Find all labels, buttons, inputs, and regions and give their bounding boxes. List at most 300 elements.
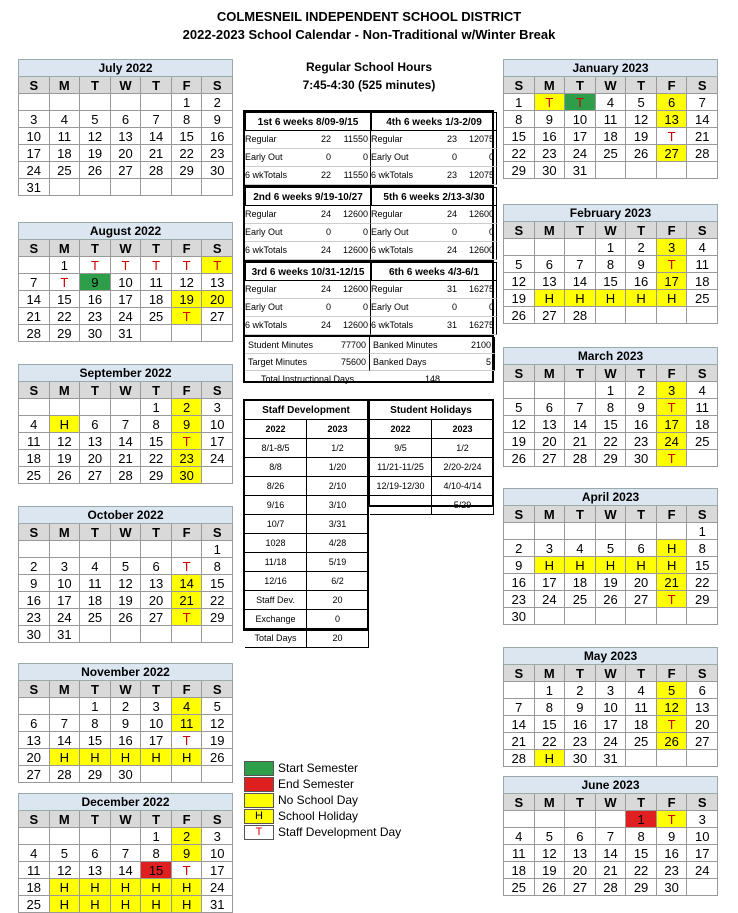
weekday-header: S	[687, 365, 718, 382]
day-cell: 28	[687, 145, 718, 162]
day-cell: 13	[202, 274, 233, 291]
empty-cell	[172, 541, 203, 558]
day-cell: 8	[172, 111, 203, 128]
day-cell: 17	[141, 732, 172, 749]
day-cell: 1	[141, 828, 172, 845]
day-cell: H	[535, 750, 566, 767]
day-cell: 30	[657, 879, 688, 896]
day-cell: 28	[504, 750, 535, 767]
empty-cell	[626, 750, 657, 767]
weekday-header: S	[19, 524, 50, 541]
empty-cell	[202, 325, 233, 342]
weekday-header: M	[535, 506, 566, 523]
empty-cell	[596, 608, 627, 625]
day-cell: 6	[141, 558, 172, 575]
day-cell: H	[596, 557, 627, 574]
day-cell: 19	[626, 128, 657, 145]
day-cell: H	[111, 896, 142, 913]
six-weeks-row: 6 wkTotals 22 11550	[245, 167, 371, 185]
hours-subtitle: 7:45-4:30 (525 minutes)	[302, 78, 436, 92]
staff-dev-grid: 2022 2023 8/1-8/5 1/2 8/8 1/20 8/26 2/10 9/16 3/10 10/7 3/31 1028 4/28 11/18 5/19 12/16 6/2 Staff Dev. 20 Exchange 0 Total Days 20	[245, 420, 367, 648]
day-cell: 11	[141, 274, 172, 291]
day-cell: 26	[111, 609, 142, 626]
empty-cell	[535, 382, 566, 399]
empty-cell	[202, 626, 233, 643]
legend-item	[244, 760, 401, 776]
month-february-2023	[503, 204, 718, 324]
day-cell: 28	[141, 162, 172, 179]
day-cell: 6	[657, 94, 688, 111]
day-cell: 27	[626, 591, 657, 608]
day-cell: 23	[202, 145, 233, 162]
day-cell: 13	[80, 862, 111, 879]
day-cell: 30	[172, 467, 203, 484]
empty-cell	[626, 608, 657, 625]
day-cell: 8	[504, 111, 535, 128]
day-cell: 15	[172, 128, 203, 145]
day-cell: 13	[80, 433, 111, 450]
staff-dev-title: Staff Development	[245, 401, 367, 420]
day-cell: 7	[565, 399, 596, 416]
weekday-header: M	[50, 524, 81, 541]
day-cell: 1	[535, 682, 566, 699]
day-cell: 25	[80, 609, 111, 626]
day-cell: 27	[141, 609, 172, 626]
empty-cell	[202, 766, 233, 783]
empty-cell	[504, 811, 535, 828]
day-cell: 6	[19, 715, 50, 732]
day-cell: 7	[141, 111, 172, 128]
day-cell: 25	[626, 733, 657, 750]
empty-cell	[504, 523, 535, 540]
weekday-header: F	[657, 365, 688, 382]
day-cell: 22	[504, 145, 535, 162]
day-cell: 7	[111, 845, 142, 862]
day-cell: 23	[626, 433, 657, 450]
day-cell: 3	[535, 540, 566, 557]
day-cell: 7	[111, 416, 142, 433]
day-cell: 27	[80, 467, 111, 484]
empty-cell	[172, 179, 203, 196]
legend-swatch	[244, 777, 274, 792]
day-cell: 2	[172, 828, 203, 845]
day-cell: 28	[565, 450, 596, 467]
day-cell: 26	[626, 145, 657, 162]
day-cell: 31	[50, 626, 81, 643]
empty-cell	[172, 325, 203, 342]
day-cell: 25	[687, 433, 718, 450]
day-cell: 9	[504, 557, 535, 574]
day-cell: 11	[687, 256, 718, 273]
day-cell: 11	[596, 111, 627, 128]
day-cell: 28	[111, 467, 142, 484]
day-cell: 17	[111, 291, 142, 308]
empty-cell	[535, 608, 566, 625]
day-cell: 30	[535, 162, 566, 179]
weekday-header: T	[80, 77, 111, 94]
day-cell: T	[657, 811, 688, 828]
six-weeks-block	[245, 262, 371, 335]
day-cell: 6	[626, 540, 657, 557]
day-cell: 15	[596, 273, 627, 290]
empty-cell	[657, 750, 688, 767]
day-cell: 21	[565, 433, 596, 450]
weekday-header: S	[687, 665, 718, 682]
day-cell: 25	[19, 467, 50, 484]
weekday-header: W	[596, 506, 627, 523]
day-cell: T	[172, 862, 203, 879]
day-cell: 12	[535, 845, 566, 862]
month-may-2023	[503, 647, 718, 767]
day-cell: 12	[626, 111, 657, 128]
month-title: May 2023	[503, 647, 718, 665]
day-cell: 9	[626, 256, 657, 273]
day-cell: 29	[80, 766, 111, 783]
day-cell: 24	[111, 308, 142, 325]
day-cell: 17	[565, 128, 596, 145]
six-weeks-title: 4th 6 weeks 1/3-2/09	[371, 112, 497, 131]
day-cell: 4	[19, 845, 50, 862]
day-cell: 10	[19, 128, 50, 145]
day-cell: 11	[172, 715, 203, 732]
day-cell: 2	[504, 540, 535, 557]
day-cell: 24	[657, 433, 688, 450]
day-cell: 23	[172, 450, 203, 467]
six-weeks-row: Early Out 0 0	[245, 224, 371, 242]
day-cell: 25	[504, 879, 535, 896]
weekday-header: M	[50, 811, 81, 828]
weekday-header: S	[504, 365, 535, 382]
day-cell: 25	[687, 290, 718, 307]
day-cell: 18	[50, 145, 81, 162]
legend-swatch	[244, 793, 274, 808]
weekday-header: T	[141, 77, 172, 94]
day-cell: 1	[596, 382, 627, 399]
day-cell: 7	[504, 699, 535, 716]
day-cell: H	[565, 557, 596, 574]
empty-cell	[111, 179, 142, 196]
day-cell: T	[172, 308, 203, 325]
hours-title: Regular School Hours	[305, 60, 433, 74]
day-cell: 5	[50, 845, 81, 862]
six-weeks-row: Early Out 0 0	[371, 224, 497, 242]
weekday-header: T	[626, 506, 657, 523]
empty-cell	[504, 239, 535, 256]
day-cell: T	[80, 257, 111, 274]
day-cell: 20	[141, 592, 172, 609]
day-cell: T	[657, 716, 688, 733]
empty-cell	[626, 307, 657, 324]
day-cell: 18	[596, 128, 627, 145]
day-cell: H	[141, 896, 172, 913]
day-cell: 29	[504, 162, 535, 179]
day-cell: T	[50, 274, 81, 291]
day-cell: 17	[596, 716, 627, 733]
weekday-header: S	[504, 506, 535, 523]
day-cell: 12	[504, 273, 535, 290]
day-cell: 27	[19, 766, 50, 783]
empty-cell	[19, 828, 50, 845]
day-cell: 22	[626, 862, 657, 879]
day-cell: H	[111, 749, 142, 766]
day-cell: 24	[687, 862, 718, 879]
district-title: COLMESNEIL INDEPENDENT SCHOOL DISTRICT	[216, 9, 522, 24]
day-cell: 21	[172, 592, 203, 609]
six-weeks-row: 6 wkTotals 24 12600	[245, 317, 371, 335]
empty-cell	[111, 94, 142, 111]
day-cell: H	[596, 290, 627, 307]
weekday-header: S	[19, 240, 50, 257]
day-cell: 4	[172, 698, 203, 715]
day-cell: 29	[202, 609, 233, 626]
six-weeks-title: 3rd 6 weeks 10/31-12/15	[245, 262, 371, 281]
day-cell: 17	[657, 273, 688, 290]
empty-cell	[80, 399, 111, 416]
empty-cell	[111, 541, 142, 558]
staff-development-table	[243, 399, 369, 643]
day-cell: 28	[19, 325, 50, 342]
day-cell: H	[80, 896, 111, 913]
day-cell: 6	[535, 256, 566, 273]
empty-cell	[19, 399, 50, 416]
weekday-header: S	[19, 382, 50, 399]
weekday-header: S	[19, 681, 50, 698]
weekday-header: W	[596, 222, 627, 239]
day-cell: T	[657, 256, 688, 273]
day-cell: 26	[657, 733, 688, 750]
weekday-header: S	[504, 665, 535, 682]
day-cell: 18	[626, 716, 657, 733]
month-january-2023	[503, 59, 718, 179]
weekday-header: S	[504, 794, 535, 811]
weekday-header: T	[626, 365, 657, 382]
day-cell: 20	[535, 433, 566, 450]
month-title: November 2022	[18, 663, 233, 681]
day-cell: 17	[687, 845, 718, 862]
day-cell: H	[626, 290, 657, 307]
day-cell: 5	[111, 558, 142, 575]
weekday-header: T	[80, 240, 111, 257]
weekday-header: S	[202, 681, 233, 698]
day-cell: 16	[19, 592, 50, 609]
day-cell: 16	[626, 416, 657, 433]
day-cell: 8	[596, 399, 627, 416]
six-weeks-title: 6th 6 weeks 4/3-6/1	[371, 262, 497, 281]
weekday-header: M	[535, 77, 566, 94]
day-cell: H	[657, 290, 688, 307]
day-cell: 12	[657, 699, 688, 716]
day-cell: 22	[141, 450, 172, 467]
day-cell: 14	[19, 291, 50, 308]
day-cell: 4	[19, 416, 50, 433]
weekday-header: T	[80, 524, 111, 541]
day-cell: 10	[202, 845, 233, 862]
empty-cell	[50, 179, 81, 196]
day-cell: 25	[50, 162, 81, 179]
day-cell: H	[172, 749, 203, 766]
day-cell: 27	[535, 450, 566, 467]
day-cell: 15	[535, 716, 566, 733]
empty-cell	[141, 541, 172, 558]
empty-cell	[80, 541, 111, 558]
month-title: October 2022	[18, 506, 233, 524]
six-weeks-row: 6 wkTotals 24 12600	[245, 242, 371, 260]
empty-cell	[172, 766, 203, 783]
day-cell: 3	[657, 382, 688, 399]
day-cell: 23	[535, 145, 566, 162]
day-cell: 21	[19, 308, 50, 325]
day-cell: 17	[19, 145, 50, 162]
day-cell: 18	[687, 416, 718, 433]
day-cell: 22	[596, 433, 627, 450]
day-cell: 8	[535, 699, 566, 716]
day-cell: H	[172, 879, 203, 896]
six-weeks-row: Regular 22 11550	[245, 131, 371, 149]
day-cell: 10	[111, 274, 142, 291]
empty-cell	[687, 750, 718, 767]
day-cell: 10	[596, 699, 627, 716]
six-weeks-row: Regular 24 12600	[371, 206, 497, 224]
day-cell: 8	[141, 845, 172, 862]
day-cell: 15	[687, 557, 718, 574]
day-cell: 5	[535, 828, 566, 845]
day-cell: 18	[141, 291, 172, 308]
day-cell: 5	[657, 682, 688, 699]
day-cell: H	[50, 879, 81, 896]
day-cell: 18	[80, 592, 111, 609]
day-cell: 31	[202, 896, 233, 913]
weekday-header: S	[202, 524, 233, 541]
day-cell: H	[535, 290, 566, 307]
day-cell: 11	[19, 433, 50, 450]
day-cell: 19	[50, 450, 81, 467]
day-cell: 19	[504, 290, 535, 307]
day-cell: 25	[19, 896, 50, 913]
day-cell: H	[80, 749, 111, 766]
day-cell: 27	[535, 307, 566, 324]
day-cell: H	[141, 879, 172, 896]
empty-cell	[596, 162, 627, 179]
day-cell: 4	[687, 239, 718, 256]
day-cell: 28	[50, 766, 81, 783]
day-cell: H	[50, 749, 81, 766]
day-cell: 26	[80, 162, 111, 179]
day-cell: 29	[596, 450, 627, 467]
day-cell: 7	[596, 828, 627, 845]
day-cell: 8	[626, 828, 657, 845]
day-cell: 6	[565, 828, 596, 845]
empty-cell	[202, 467, 233, 484]
legend-label: Staff Development Day	[278, 825, 402, 839]
weekday-header: W	[596, 794, 627, 811]
weekday-header: F	[172, 382, 203, 399]
day-cell: 18	[565, 574, 596, 591]
day-cell: 15	[141, 862, 172, 879]
day-cell: T	[657, 399, 688, 416]
six-weeks-row: 6 wkTotals 24 12600	[371, 242, 497, 260]
day-cell: 19	[504, 433, 535, 450]
six-weeks-row: Early Out 0 0	[371, 299, 497, 317]
day-cell: 2	[202, 94, 233, 111]
day-cell: 5	[504, 256, 535, 273]
empty-cell	[141, 94, 172, 111]
day-cell: 16	[202, 128, 233, 145]
day-cell: 8	[202, 558, 233, 575]
six-weeks-block	[245, 187, 371, 260]
month-title: December 2022	[18, 793, 233, 811]
day-cell: 21	[687, 128, 718, 145]
weekday-header: T	[626, 794, 657, 811]
day-cell: 16	[80, 291, 111, 308]
weekday-header: S	[202, 811, 233, 828]
day-cell: 9	[565, 699, 596, 716]
day-cell: 4	[626, 682, 657, 699]
day-cell: 10	[202, 416, 233, 433]
day-cell: 7	[687, 94, 718, 111]
day-cell: 27	[657, 145, 688, 162]
day-cell: H	[535, 557, 566, 574]
day-cell: 16	[111, 732, 142, 749]
day-cell: 5	[596, 540, 627, 557]
day-cell: 1	[687, 523, 718, 540]
day-cell: H	[80, 879, 111, 896]
day-cell: 9	[202, 111, 233, 128]
day-cell: 5	[202, 698, 233, 715]
day-cell: 30	[202, 162, 233, 179]
weekday-header: M	[535, 794, 566, 811]
weekday-header: T	[565, 365, 596, 382]
weekday-header: M	[535, 365, 566, 382]
legend-label: Start Semester	[278, 761, 359, 775]
day-cell: 4	[80, 558, 111, 575]
day-cell: 5	[504, 399, 535, 416]
day-cell: 30	[111, 766, 142, 783]
weekday-header: W	[111, 681, 142, 698]
day-cell: T	[202, 257, 233, 274]
day-cell: 3	[657, 239, 688, 256]
weekday-header: S	[19, 77, 50, 94]
legend-label: End Semester	[278, 777, 355, 791]
day-cell: H	[50, 416, 81, 433]
day-cell: 7	[50, 715, 81, 732]
weekday-header: T	[626, 222, 657, 239]
legend-swatch: T	[244, 825, 274, 840]
day-cell: H	[172, 896, 203, 913]
day-cell: 6	[80, 845, 111, 862]
weekday-header: T	[565, 665, 596, 682]
day-cell: 20	[626, 574, 657, 591]
empty-cell	[504, 682, 535, 699]
weekday-header: T	[80, 382, 111, 399]
day-cell: 30	[565, 750, 596, 767]
day-cell: 13	[535, 416, 566, 433]
day-cell: 29	[50, 325, 81, 342]
day-cell: 11	[80, 575, 111, 592]
six-weeks-row: 6 wkTotals 31 16275	[371, 317, 497, 335]
day-cell: H	[50, 896, 81, 913]
weekday-header: F	[172, 681, 203, 698]
empty-cell	[141, 766, 172, 783]
day-cell: 16	[565, 716, 596, 733]
day-cell: 9	[111, 715, 142, 732]
weekday-header: T	[141, 240, 172, 257]
day-cell: 9	[19, 575, 50, 592]
day-cell: 24	[535, 591, 566, 608]
day-cell: 18	[687, 273, 718, 290]
weekday-header: S	[202, 77, 233, 94]
weekday-header: M	[50, 77, 81, 94]
day-cell: 30	[504, 608, 535, 625]
